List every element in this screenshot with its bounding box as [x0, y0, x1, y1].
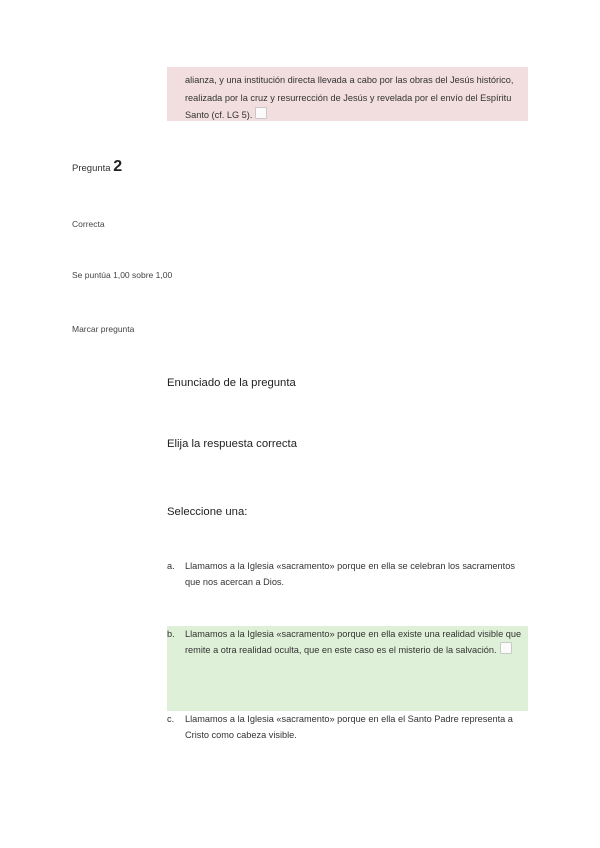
question-prompt: Elija la respuesta correcta [167, 438, 297, 450]
answer-option-a[interactable] [167, 558, 528, 590]
question-number: 2 [113, 158, 123, 175]
option-text: Llamamos a la Iglesia «sacramento» porque en ella el Santo Padre representa a Cristo como cabeza visible. [185, 714, 513, 740]
question-status: Correcta [72, 219, 105, 229]
select-one-label: Seleccione una: [167, 506, 248, 518]
correct-mark-icon [500, 642, 512, 654]
previous-answer-feedback [167, 67, 528, 121]
option-letter: c. [167, 714, 175, 724]
option-text: Llamamos a la Iglesia «sacramento» porque en ella se celebran los sacramentos que nos acercan a Dios. [185, 561, 515, 587]
question-label [72, 158, 122, 176]
option-text: Llamamos a la Iglesia «sacramento» porque en ella existe una realidad visible que remite a otra realidad oculta, que en este caso es el misterio de la salvación. [185, 629, 522, 655]
answer-option-b[interactable] [167, 626, 528, 711]
question-label-text: Pregunta [72, 163, 111, 174]
previous-answer-text: alianza, y una institución directa llevada a cabo por las obras del Jesús histórico, realizada por la cruz y resurrección de Jesús y revelada por el envío del Espíritu Santo (cf. LG 5). [185, 75, 514, 120]
option-letter: b. [167, 629, 175, 639]
answer-option-c[interactable] [167, 711, 528, 743]
flag-question-link[interactable]: Marcar pregunta [72, 324, 135, 334]
question-statement-heading: Enunciado de la pregunta [167, 377, 296, 389]
question-score: Se puntúa 1,00 sobre 1,00 [72, 270, 173, 280]
incorrect-mark-icon [255, 107, 267, 119]
option-letter: a. [167, 561, 175, 571]
